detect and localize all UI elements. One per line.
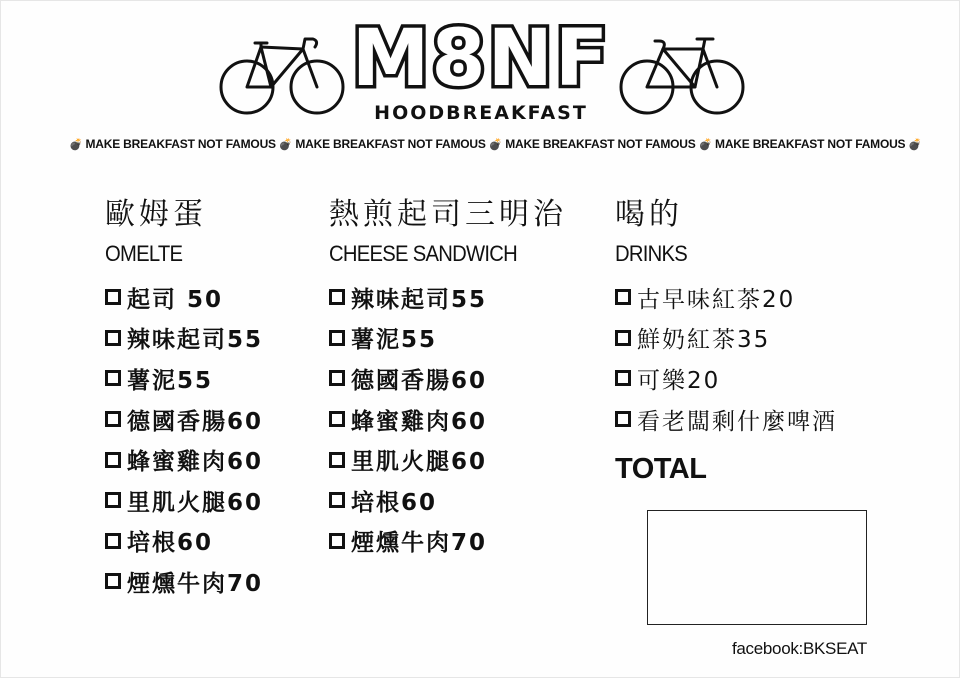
menu-item xyxy=(105,561,263,602)
slogan-text: MAKE BREAKFAST NOT FAMOUS xyxy=(295,137,486,151)
checkbox[interactable] xyxy=(329,492,345,508)
brand-tagline: HOODBREAKFAST xyxy=(374,102,588,124)
menu-item xyxy=(329,439,567,480)
menu-item xyxy=(329,277,567,318)
bomb-icon: 💣 xyxy=(488,138,503,151)
menu-item xyxy=(105,277,263,318)
menu-item-label: 里肌火腿60 xyxy=(351,449,488,476)
menu-item-label: 德國香腸60 xyxy=(127,408,264,435)
omelette-title-en: OMELTE xyxy=(105,241,183,266)
slogan-text: MAKE BREAKFAST NOT FAMOUS xyxy=(85,137,276,151)
menu-item xyxy=(615,318,837,359)
checkbox[interactable] xyxy=(329,289,345,305)
drinks-title-en: DRINKS xyxy=(615,241,688,266)
sandwich-section xyxy=(329,193,567,561)
slogan-strip xyxy=(69,137,922,151)
checkbox[interactable] xyxy=(105,330,121,346)
sandwich-title-en: CHEESE SANDWICH xyxy=(329,241,518,266)
menu-item xyxy=(105,521,263,562)
menu-item-label: 薯泥55 xyxy=(351,327,438,354)
menu-item xyxy=(329,358,567,399)
bomb-icon: 💣 xyxy=(908,138,922,151)
menu-item-label: 薯泥55 xyxy=(127,367,214,394)
menu-item-label: 德國香腸60 xyxy=(351,367,488,394)
checkbox[interactable] xyxy=(615,411,631,427)
checkbox[interactable] xyxy=(615,330,631,346)
menu-item xyxy=(329,521,567,562)
total-label: TOTAL xyxy=(615,453,707,486)
menu-item xyxy=(105,358,263,399)
checkbox[interactable] xyxy=(105,452,121,468)
total-input-box[interactable] xyxy=(647,510,867,625)
menu-item-label: 辣味起司55 xyxy=(127,327,264,354)
menu-item-label: 煙燻牛肉70 xyxy=(351,530,488,557)
menu-item-label: 古早味紅茶20 xyxy=(637,286,796,313)
menu-item-label: 辣味起司55 xyxy=(351,286,488,313)
menu-item xyxy=(329,480,567,521)
menu-item-label: 煙燻牛肉70 xyxy=(127,570,264,597)
checkbox[interactable] xyxy=(105,533,121,549)
bomb-icon: 💣 xyxy=(278,138,293,151)
menu-item xyxy=(105,480,263,521)
checkbox[interactable] xyxy=(105,573,121,589)
menu-item-label: 培根60 xyxy=(351,489,438,516)
menu-item xyxy=(105,399,263,440)
omelette-section xyxy=(105,193,263,602)
menu-item-label: 可樂20 xyxy=(637,367,721,394)
sandwich-list xyxy=(329,277,567,561)
checkbox[interactable] xyxy=(329,411,345,427)
facebook-handle: facebook:BKSEAT xyxy=(731,639,867,658)
omelette-title-zh: 歐姆蛋 xyxy=(105,197,207,232)
menu-item xyxy=(329,399,567,440)
menu-item xyxy=(329,318,567,359)
bicycle-icon xyxy=(217,29,349,119)
checkbox[interactable] xyxy=(615,370,631,386)
menu-item xyxy=(105,439,263,480)
checkbox[interactable] xyxy=(105,370,121,386)
slogan-text: MAKE BREAKFAST NOT FAMOUS xyxy=(505,137,696,151)
menu-item xyxy=(105,318,263,359)
checkbox[interactable] xyxy=(105,289,121,305)
checkbox[interactable] xyxy=(105,492,121,508)
menu-item xyxy=(615,399,837,440)
bomb-icon: 💣 xyxy=(698,138,713,151)
drinks-section xyxy=(615,193,837,486)
checkbox[interactable] xyxy=(329,370,345,386)
menu-item-label: 看老闆剩什麼啤酒 xyxy=(637,408,837,435)
menu-item-label: 里肌火腿60 xyxy=(127,489,264,516)
omelette-list xyxy=(105,277,263,602)
checkbox[interactable] xyxy=(615,289,631,305)
drinks-title-zh: 喝的 xyxy=(615,197,683,232)
menu-item xyxy=(615,358,837,399)
checkbox[interactable] xyxy=(329,452,345,468)
menu-item-label: 鮮奶紅茶35 xyxy=(637,327,771,354)
checkbox[interactable] xyxy=(329,330,345,346)
menu-item xyxy=(615,277,837,318)
menu-item-label: 起司 50 xyxy=(127,286,224,313)
menu-item-label: 蜂蜜雞肉60 xyxy=(127,449,264,476)
menu-item-label: 培根60 xyxy=(127,530,214,557)
slogan-text: MAKE BREAKFAST NOT FAMOUS xyxy=(715,137,906,151)
drinks-list xyxy=(615,277,837,439)
checkbox[interactable] xyxy=(105,411,121,427)
bicycle-icon xyxy=(617,29,749,119)
menu-item-label: 蜂蜜雞肉60 xyxy=(351,408,488,435)
bomb-icon: 💣 xyxy=(69,138,83,151)
brand-logo: M8NF xyxy=(351,14,611,104)
sandwich-title-zh: 熱煎起司三明治 xyxy=(329,197,567,232)
checkbox[interactable] xyxy=(329,533,345,549)
